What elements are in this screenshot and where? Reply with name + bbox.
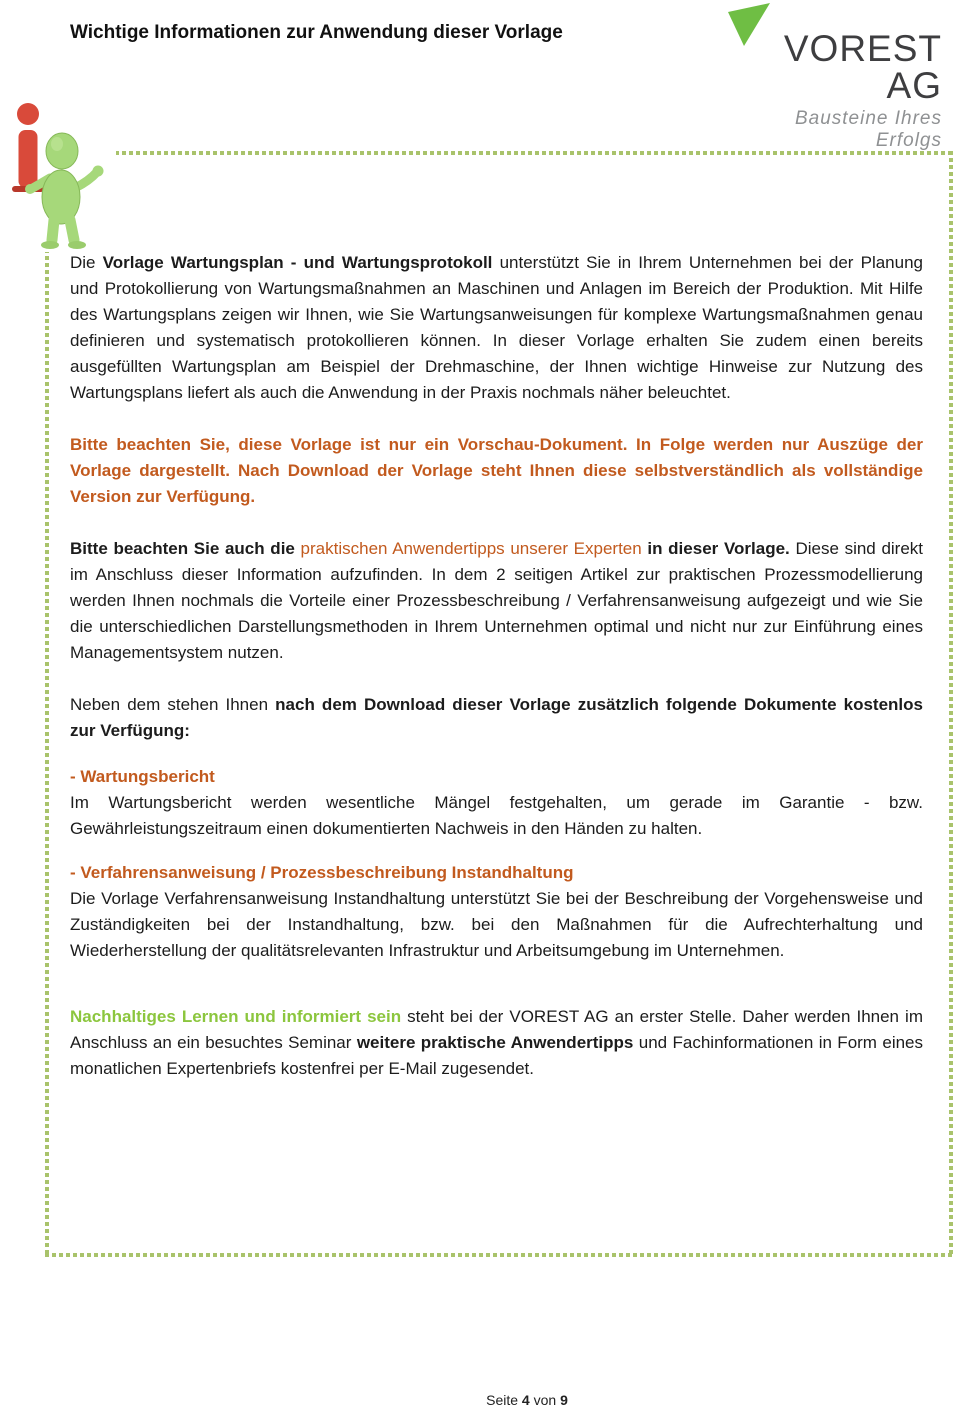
text-run: steht bei der VOREST AG an erster Stelle. Daher werden Ihnen im Anschluss an ein besuchtes Seminar: [70, 1007, 923, 1052]
paragraph-intro: [70, 250, 923, 406]
section-heading: - Wartungsbericht: [70, 767, 215, 786]
dashed-border-right: [949, 151, 953, 1257]
text-run-orange: praktischen Anwendertipps unserer Experten: [300, 539, 642, 558]
logo-company-name: VOREST AG: [783, 28, 942, 106]
paragraph-preview-notice: Bitte beachten Sie, diese Vorlage ist nur ein Vorschau-Dokument. In Folge werden nur Auszüge der Vorlage dargestellt. Nach Download der Vorlage steht Ihnen diese selbstverständlich als vollständige Version zur Verfügung.: [70, 435, 923, 506]
text-run-bold: nach dem Download dieser Vorlage zusätzlich folgende Dokumente kostenlos zur Verfügung:: [70, 695, 923, 740]
section-wartungsbericht: [70, 764, 923, 842]
footer-page-number: 4: [521, 1392, 530, 1408]
section-verfahrensanweisung: [70, 860, 923, 964]
paragraph-nachhaltiges-lernen: [70, 1004, 923, 1082]
dashed-border-bottom: [45, 1253, 953, 1257]
page-title: Wichtige Informationen zur Anwendung dieser Vorlage: [70, 22, 563, 43]
section-body: Die Vorlage Verfahrensanweisung Instandhaltung unterstützt Sie bei der Beschreibung der Vorgehensweise und Zuständigkeiten bei der Instandhaltung, bzw. bei den Maßnahmen für die Aufrechterhaltung und Wiederherstellung der qualitätsrelevanten Infrastruktur und Arbeitsumgebung im Unternehmen.: [70, 889, 923, 960]
text-run: Die: [70, 253, 103, 272]
footer-page-total: 9: [560, 1392, 568, 1408]
text-run: und Fachinformationen in Form eines monatlichen Expertenbriefs kostenfrei per E-Mail zugesendet.: [70, 1033, 923, 1078]
page-footer: [47, 1392, 960, 1408]
text-run-bold: in dieser Vorlage.: [641, 539, 790, 558]
paragraph-anwendertipps: [70, 536, 923, 666]
text-run: Diese sind direkt im Anschluss dieser Information aufzufinden. In dem 2 seitigen Artikel zur praktischen Prozessmodellierung werden Ihnen nochmals die Vorteile einer Prozessbeschreibung / Verfahrensanweisung aufgezeigt und wie Sie die unterschiedlichen Darstellungsmethoden in Ihrem Unternehmen optimal und nicht nur zur Einführung eines Managementsystem nutzen.: [70, 539, 924, 662]
section-heading: - Verfahrensanweisung / Prozessbeschreibung Instandhaltung: [70, 863, 574, 882]
text-run-bold: Vorlage Wartungsplan - und Wartungsprotokoll: [102, 253, 493, 272]
text-run-bold: Bitte beachten Sie auch die: [70, 539, 301, 558]
vorest-logo: [727, 30, 942, 152]
document-body: [70, 250, 923, 1082]
paragraph-download-info: [70, 692, 923, 744]
footer-of-label: von: [529, 1392, 561, 1408]
logo-tagline: Bausteine Ihres Erfolgs: [794, 108, 942, 151]
text-run-green: Nachhaltiges Lernen und informiert sein: [70, 1007, 402, 1026]
text-run: Neben dem stehen Ihnen: [70, 695, 276, 714]
section-body: Im Wartungsbericht werden wesentliche Mängel festgehalten, um gerade im Garantie - bzw. Gewährleistungszeitraum einen dokumentierten Nachweis in den Händen zu halten.: [70, 793, 923, 838]
dashed-border-top: [45, 151, 953, 155]
text-run: unterstützt Sie in Ihrem Unternehmen bei der Planung und Protokollierung von Wartungsmaßnahmen an Maschinen und Anlagen im Bereich der Produktion. Mit Hilfe des Wartungsplans zeigen wir Ihnen, wie Sie Wartungsanweisungen für komplexe Wartungsmaßnahmen genau definieren und systematisch protokollieren können. In dieser Vorlage erhalten Sie zudem einen bereits ausgefüllten Wartungsplan am Beispiel der Drehmaschine, der Ihnen wichtige Hinweise zur Nutzung des Wartungsplans liefert als auch die Anwendung in der Praxis nochmals näher beleuchtet.: [70, 253, 923, 402]
text-run-bold: weitere praktische Anwendertipps: [356, 1033, 634, 1052]
info-figure-icon: [0, 98, 116, 252]
footer-label: Seite: [486, 1392, 522, 1408]
dashed-border-left: [45, 151, 49, 1257]
